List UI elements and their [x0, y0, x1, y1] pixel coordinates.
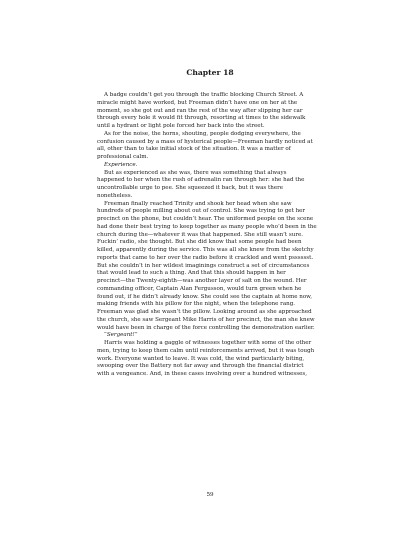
- text-line: miracle might have worked, but Freeman didn’t have one on her at the: [97, 99, 298, 106]
- text-line: confusion caused by a mass of hysterical people—Freeman hardly noticed at: [97, 138, 313, 145]
- text-line: swooping over the Battery not far away and through the financial district: [97, 363, 304, 370]
- text-line: uncontrollable urge to pee. She squeezed it back, but it was there: [97, 185, 284, 191]
- text-line: Harris was holding a gaggle of witnesses together with some of the other: [104, 340, 312, 346]
- text-line: But as experienced as she was, there was something that always: [104, 169, 287, 176]
- text-line: men, trying to keep them calm until reinforcements arrived, but it was tough: [97, 347, 315, 354]
- text-line: Freeman finally reached Trinity and shook her head when she saw: [104, 200, 292, 207]
- text-line: As for the noise, the horns, shouting, people dodging everywhere, the: [104, 130, 301, 137]
- text-line: precinct on the phone, but couldn’t hear. The uniformed people on the scene: [97, 216, 314, 222]
- text-line: found out, if he didn’t already know. She could see the captain at home now,: [97, 293, 313, 300]
- text-line: would have been in charge of the force controlling the demonstration earlier.: [97, 324, 315, 331]
- chapter-title: Chapter 18: [186, 68, 234, 77]
- text-line: Freeman was glad she wasn’t the pillow. Looking around as she approached: [97, 309, 312, 315]
- text-line: church during the—whatever it was that happened. She still wasn’t sure.: [97, 231, 304, 238]
- text-line: work. Everyone wanted to leave. It was cold, the wind particularly biting,: [97, 355, 305, 362]
- text-line: the church, she saw Sergeant Mike Harris of her precinct, the man she knew: [97, 316, 315, 323]
- text-line: nonetheless.: [97, 192, 133, 199]
- text-line: hundreds of people milling about out of control. She was trying to get her: [97, 208, 306, 215]
- text-line: precinct—the Twenty-eighth—was another layer of salt on the wound. Her: [97, 278, 307, 284]
- text-line: through every hole it would fit through, resorting at times to the sidewalk: [97, 115, 306, 122]
- text-line: making friends with his pillow for the night, when the telephone rang.: [97, 301, 296, 308]
- text-line: Experience.: [104, 161, 138, 168]
- text-line: Fuckin’ radio, she thought. But she did know that some people had been: [97, 239, 302, 246]
- body-text: [97, 92, 324, 379]
- text-line: moment, so she got out and ran the rest of the way after slipping her car: [97, 107, 303, 114]
- text-line: professional calm.: [97, 154, 149, 160]
- text-line: had done their best trying to keep together as many people who’d been in the: [97, 223, 317, 230]
- text-line: “Sergeant!”: [104, 332, 138, 339]
- text-line: all, other than to take initial stock of the situation. It was a matter of: [97, 146, 291, 153]
- text-line: with a vengeance. And, in these cases involving over a hundred witnesses,: [97, 371, 308, 377]
- text-line: A badge couldn’t get you through the traffic blocking Church Street. A: [104, 92, 304, 98]
- page-number: 59: [206, 492, 214, 498]
- text-line: killed, apparently during the service. This was all she knew from the sketchy: [97, 247, 314, 253]
- text-line: until a hydrant or light pole forced her back into the street.: [97, 123, 265, 129]
- text-line: that would lead to such a thing. And that this should happen in her: [97, 270, 286, 277]
- text-line: happened to her when the rush of adrenalin ran through her: she had the: [97, 177, 305, 184]
- text-line: reports that came to her over the radio before it crackled and went psssssst.: [97, 254, 314, 261]
- text-line: But she couldn’t in her wildest imaginings construct a set of circumstances: [97, 262, 310, 269]
- text-line: commanding officer, Captain Alan Fergusson, would turn green when he: [97, 285, 302, 292]
